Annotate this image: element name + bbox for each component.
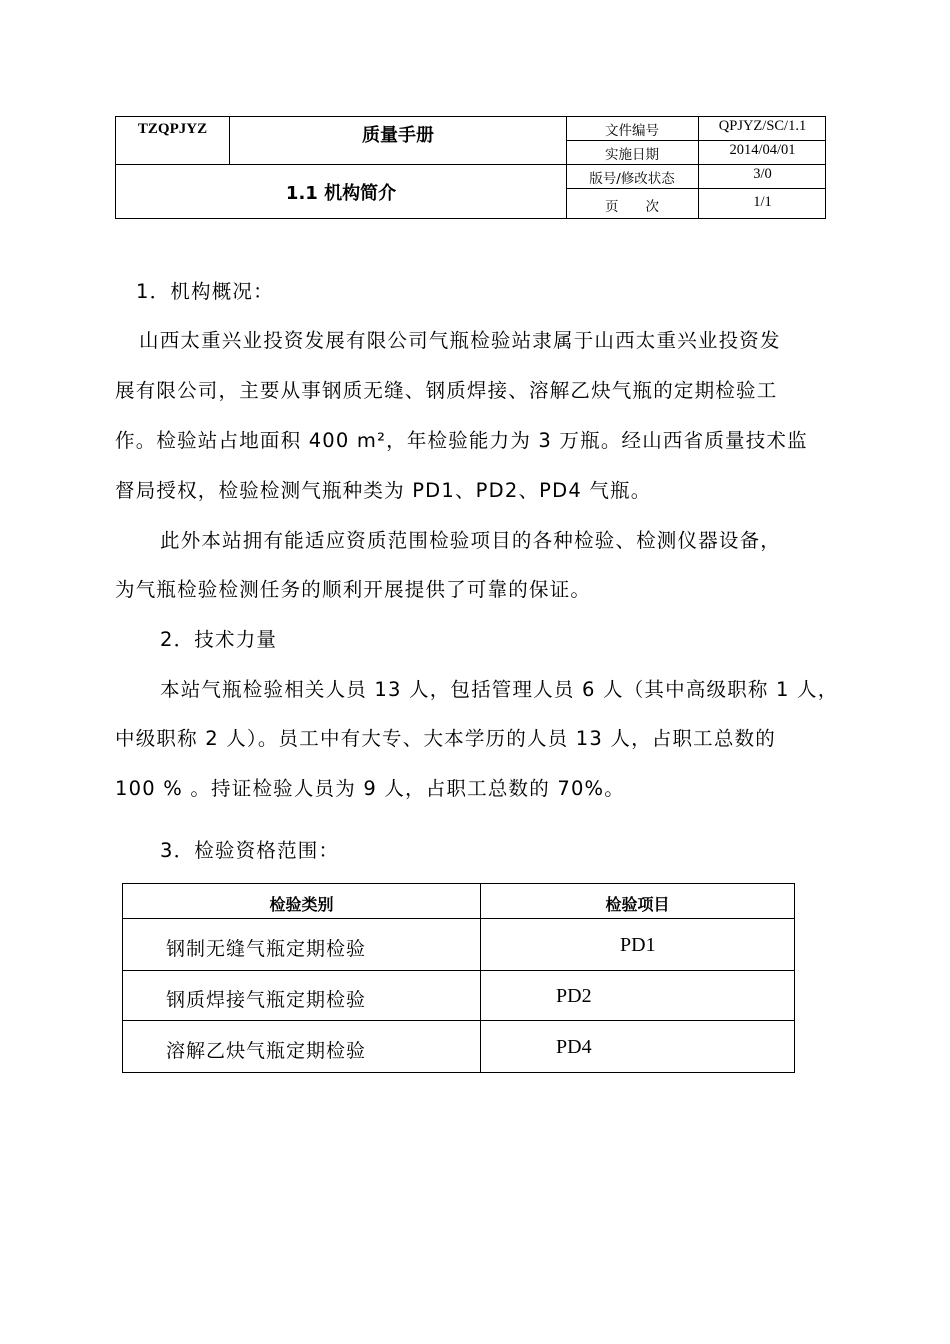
document-header-table	[115, 116, 826, 219]
column-header-item: 检验项目	[605, 895, 670, 914]
effective-date-value: 2014/04/01	[729, 142, 796, 158]
inspection-scope-table	[122, 883, 795, 1073]
para2-line1: 此外本站拥有能适应资质范围检验项目的各种检验、检测仪器设备，	[160, 529, 782, 552]
effective-date-label: 实施日期	[605, 147, 659, 163]
table-row-3-category: 溶解乙炔气瓶定期检验	[166, 1040, 367, 1062]
table-row-2-category: 钢质焊接气瓶定期检验	[166, 989, 367, 1011]
revision-label: 版号/修改状态	[589, 171, 675, 187]
section3-heading: 3．检验资格范围：	[160, 839, 340, 862]
section1-heading: 1．机构概况：	[136, 280, 274, 303]
page-label: 页 次	[605, 199, 659, 215]
para3-line1: 本站气瓶检验相关人员 13 人，包括管理人员 6 人（其中高级职称 1 人，	[160, 678, 839, 701]
table-row-1-category: 钢制无缝气瓶定期检验	[166, 938, 367, 960]
para2-line2: 为气瓶检验检测任务的顺利开展提供了可靠的保证。	[115, 578, 592, 601]
para1-line2: 展有限公司，主要从事钢质无缝、钢质焊接、溶解乙炔气瓶的定期检验工	[115, 379, 778, 402]
page-value: 1/1	[753, 194, 772, 210]
para1-line1: 山西太重兴业投资发展有限公司气瓶检验站隶属于山西太重兴业投资发	[139, 329, 781, 352]
para1-line3: 作。检验站占地面积 400 m²，年检验能力为 3 万瓶。经山西省质量技术监	[115, 429, 808, 452]
para1-line4: 督局授权，检验检测气瓶种类为 PD1、PD2、PD4 气瓶。	[115, 479, 652, 502]
column-header-category: 检验类别	[269, 895, 334, 914]
para3-line3: 100 % 。持证检验人员为 9 人，占职工总数的 70%。	[115, 777, 625, 800]
doc-number-label: 文件编号	[605, 123, 659, 139]
section-title: 1.1 机构简介	[285, 183, 397, 204]
table-row-2-item: PD2	[556, 985, 592, 1007]
para3-line2: 中级职称 2 人）。员工中有大专、大本学历的人员 13 人，占职工总数的	[115, 727, 776, 750]
manual-title: 质量手册	[362, 125, 434, 146]
table-row-3-item: PD4	[556, 1036, 592, 1058]
table-row-1-item: PD1	[620, 934, 656, 956]
section2-heading: 2．技术力量	[160, 628, 278, 651]
document-code: TZQPJYZ	[137, 121, 208, 137]
revision-value: 3/0	[753, 166, 772, 182]
doc-number-value: QPJYZ/SC/1.1	[718, 118, 807, 134]
